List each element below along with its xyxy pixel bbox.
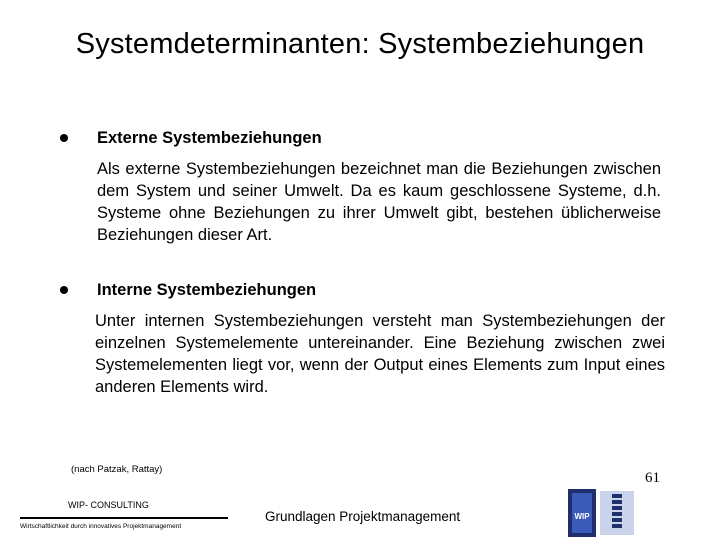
footer-course-title: Grundlagen Projektmanagement: [265, 509, 461, 524]
section-paragraph: Unter internen Systembeziehungen versteht man Systembeziehungen der einzelnen Systemelemente untereinander. Eine Beziehung zwischen zwei Systemelementen liegt vor, wenn der Output eines Elements zum Input eines anderen Elements wird.: [95, 312, 665, 396]
section-heading: Externe Systembeziehungen: [97, 129, 322, 147]
bullet-dot-icon: [60, 286, 68, 294]
wip-logo-icon: [568, 489, 636, 537]
company-name: WIP- CONSULTING: [68, 500, 149, 510]
page-number: 61: [645, 470, 660, 486]
slide-title: Systemdeterminanten: Systembeziehungen: [75, 28, 645, 60]
footer-company-block: [20, 500, 228, 530]
section-heading: Interne Systembeziehungen: [97, 281, 317, 299]
section-paragraph: Als externe Systembeziehungen bezeichnet man die Beziehungen zwischen dem System und seiner Umwelt. Da es kaum geschlossene Systeme, d.h. Systeme ohne Beziehungen zu ihrer Umwelt gibt, bestehen üblicherweise Beziehungen dieser Art.: [97, 160, 661, 244]
footer-divider: [20, 517, 228, 519]
company-tagline: Wirtschaftlichkeit durch innovatives Projektmanagement: [20, 523, 182, 530]
logo-letters: WIP: [574, 512, 590, 521]
source-note: (nach Patzak, Rattay): [71, 464, 163, 475]
bullet-dot-icon: [60, 134, 68, 142]
